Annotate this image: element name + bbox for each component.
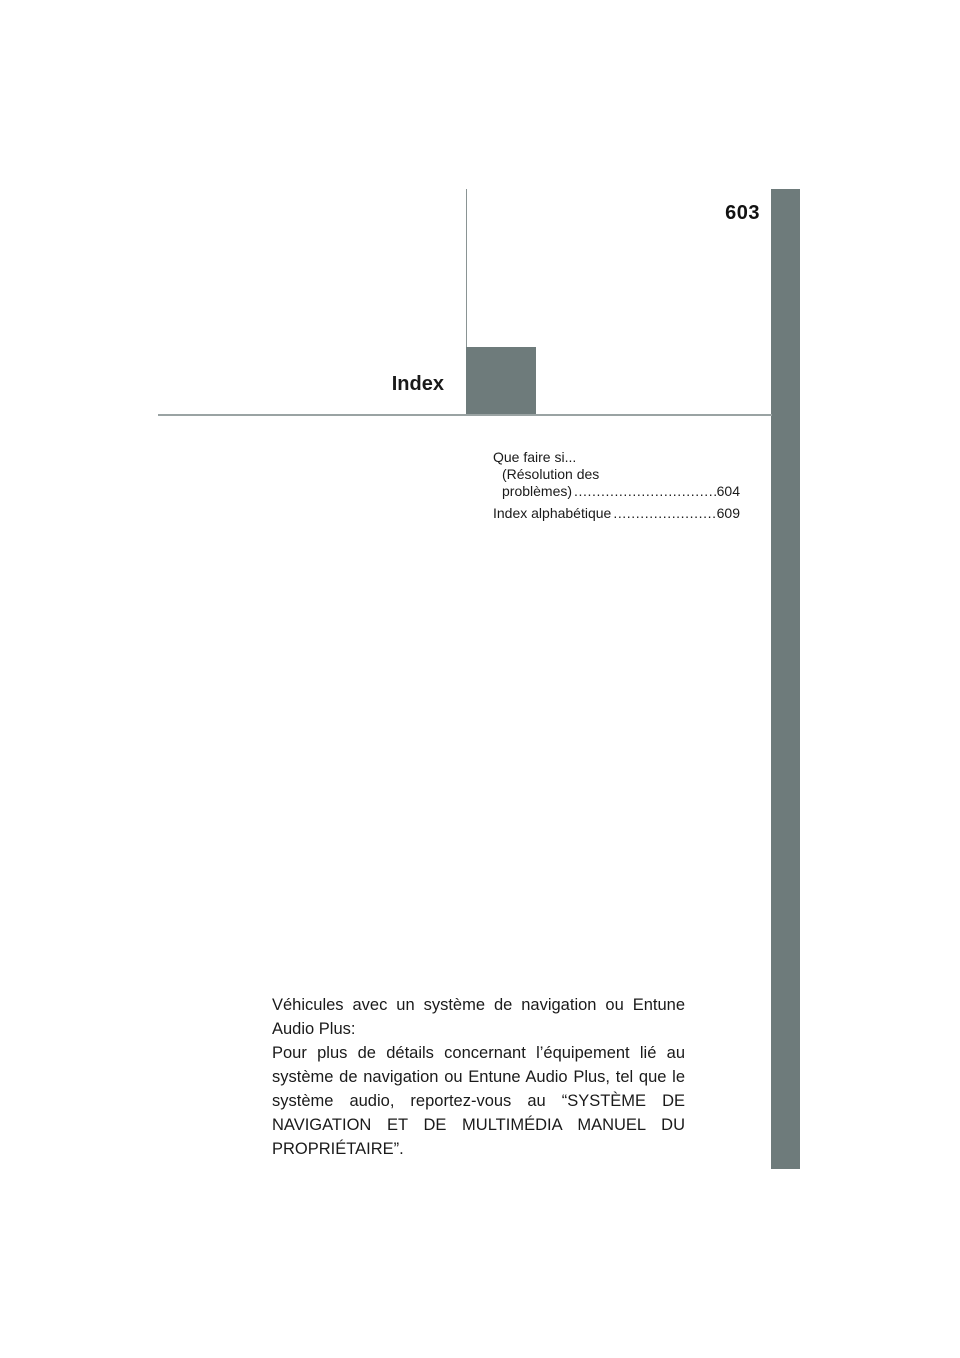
table-of-contents (493, 449, 740, 527)
navigation-note (272, 993, 685, 1161)
note-heading: Véhicules avec un système de navigation ou Entune Audio Plus: (272, 996, 685, 1038)
toc-leader-dots (572, 483, 717, 500)
toc-entry-label: problèmes) (502, 483, 573, 499)
section-title: Index (391, 373, 444, 395)
toc-entry-page: 604 (716, 483, 740, 499)
section-marker-block (466, 347, 536, 415)
toc-entry-title: Que faire si... (493, 449, 577, 465)
horizontal-divider (158, 414, 772, 416)
page-number: 603 (725, 202, 760, 224)
toc-leader-dots (611, 505, 716, 522)
toc-entry-subtitle: (Résolution des (502, 466, 600, 482)
toc-entry-label: Index alphabétique (493, 505, 612, 521)
toc-entry-row (493, 483, 740, 500)
toc-entry-row (493, 505, 740, 522)
toc-entry-alphabetical-index[interactable] (493, 505, 740, 522)
vertical-divider (466, 189, 467, 347)
side-tab (771, 189, 800, 1169)
note-body: Pour plus de détails concernant l’équipement lié au système de navigation ou Entune Audio Plus, tel que le système audio, reportez-vous au “SYSTÈME DE NAVIGATION ET DE MULTIMÉDIA MANUEL DU PROPRIÉTAIRE”. (272, 1044, 685, 1158)
toc-entry-troubleshooting[interactable] (493, 449, 740, 500)
toc-entry-page: 609 (716, 505, 740, 521)
